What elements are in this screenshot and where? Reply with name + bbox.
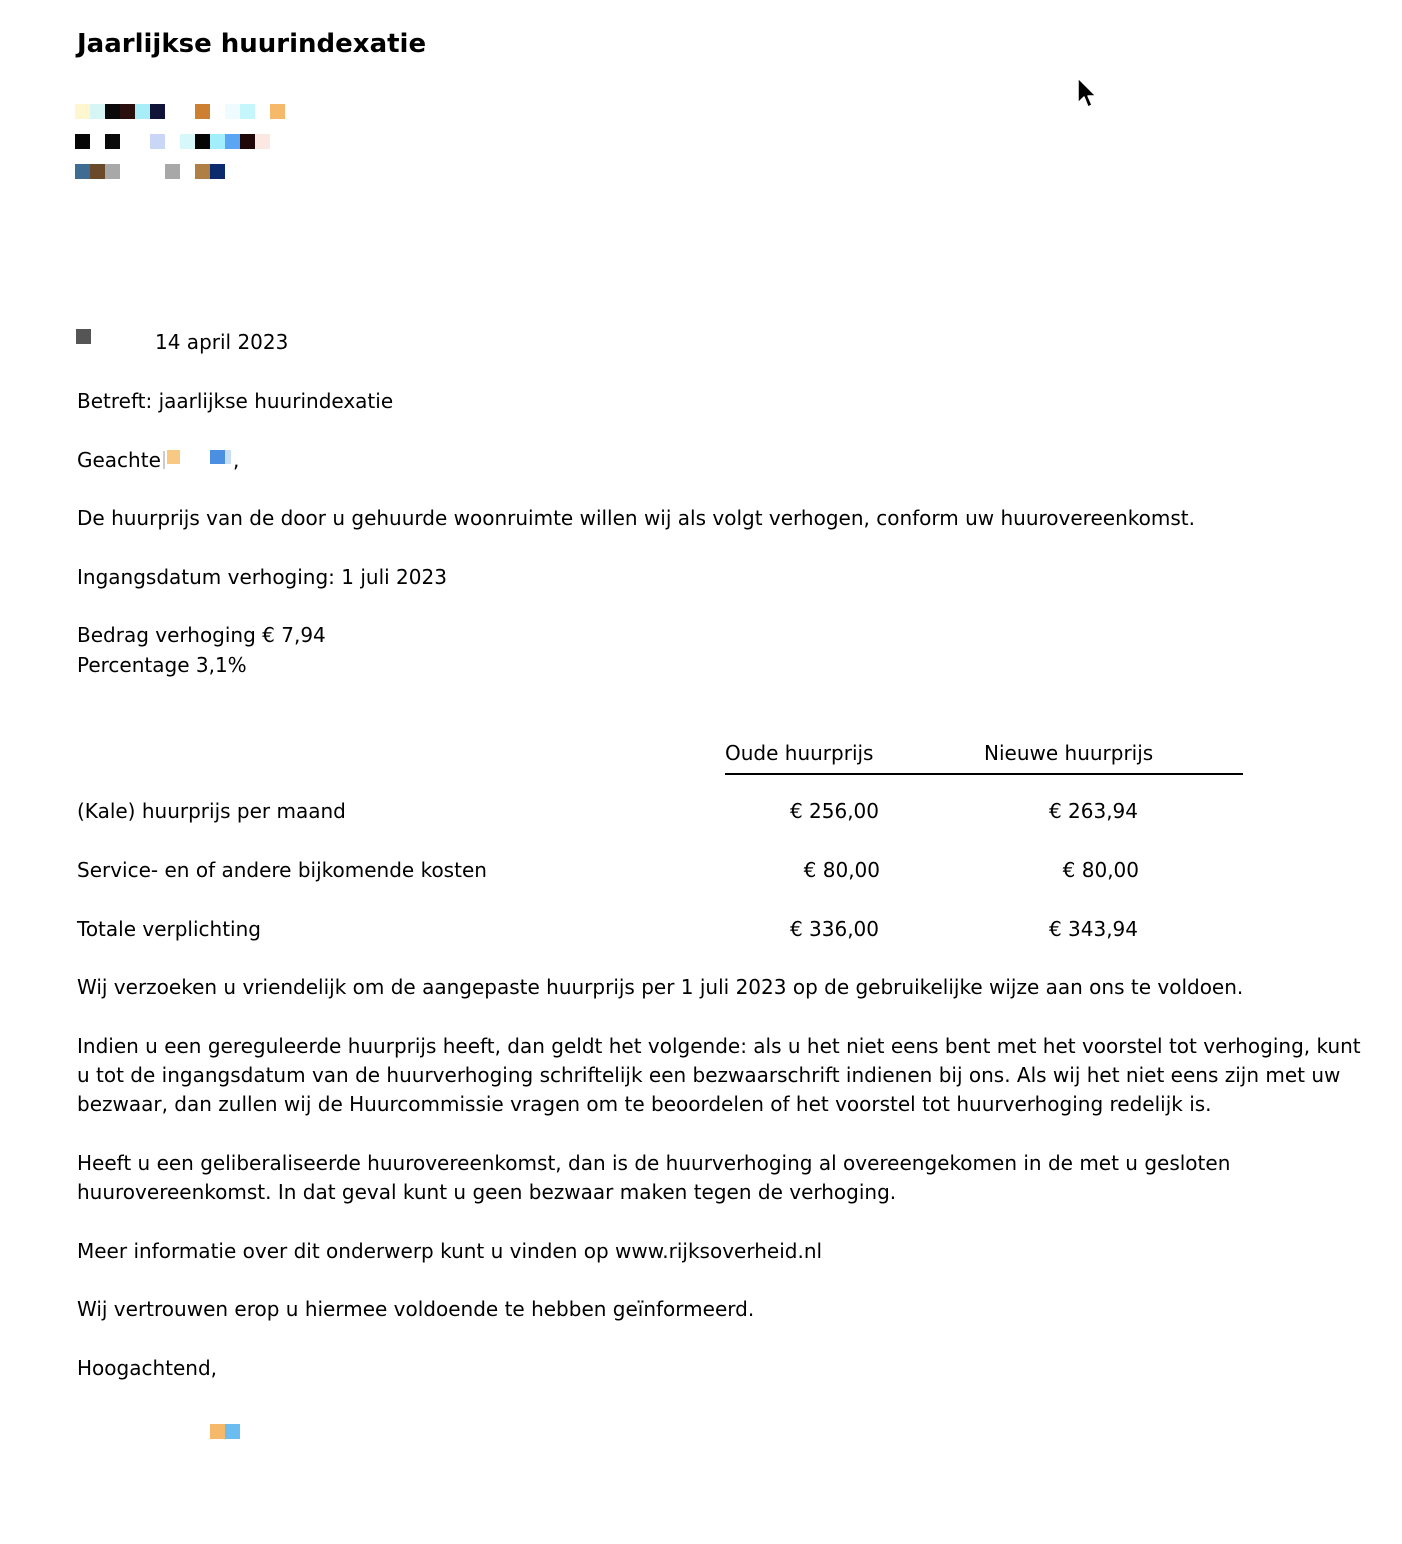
table-header-rule (725, 773, 1243, 775)
effective-date: Ingangsdatum verhoging: 1 juli 2023 (77, 565, 447, 589)
redacted-place (76, 329, 91, 344)
salutation-prefix: Geachte (77, 448, 161, 472)
intro-text: De huurprijs van de door u gehuurde woonruimte willen wij als volgt verhogen, conform uw huurovereenkomst. (77, 506, 1195, 530)
row-new-value: € 263,94 (1048, 799, 1138, 823)
letter-subject: Betreft: jaarlijkse huurindexatie (77, 389, 394, 413)
salutation (77, 446, 161, 475)
salutation-suffix: , (233, 448, 240, 472)
row-old-value: € 336,00 (789, 917, 879, 941)
row-old-value: € 256,00 (789, 799, 879, 823)
row-label: (Kale) huurprijs per maand (77, 799, 346, 823)
row-label: Service- en of andere bijkomende kosten (77, 858, 487, 882)
row-label: Totale verplichting (77, 917, 261, 941)
increase-percentage: Percentage 3,1% (77, 653, 247, 677)
payment-paragraph: Wij verzoeken u vriendelijk om de aangepaste huurprijs per 1 juli 2023 op de gebruikelijke wijze aan ons te voldoen. (77, 975, 1244, 999)
regulated-paragraph: Indien u een gereguleerde huurprijs heeft, dan geldt het volgende: als u het niet eens bent met het voorstel tot verhoging, kunt u tot de ingangsdatum van de huurverhoging schriftelijk een bezwaarschrift indienen bij ons. Als wij het niet eens zijn met uw bezwaar, dan zullen wij de Huurcommissie vragen om te beoordelen of het voorstel tot huurverhoging redelijk is. (77, 1034, 1361, 1116)
closing: Hoogachtend, (77, 1356, 218, 1380)
row-old-value: € 80,00 (803, 858, 880, 882)
mouse-pointer-icon (1075, 76, 1099, 112)
col-header-old: Oude huurprijs (725, 741, 874, 765)
document-title: Jaarlijkse huurindexatie (77, 29, 427, 59)
redacted-name-b (210, 450, 225, 464)
letter-date: 14 april 2023 (155, 330, 289, 354)
redacted-name-a (167, 450, 180, 464)
increase-amount: Bedrag verhoging € 7,94 (77, 623, 326, 647)
row-new-value: € 343,94 (1048, 917, 1138, 941)
col-header-new: Nieuwe huurprijs (984, 741, 1154, 765)
redacted-name-edge (163, 451, 165, 469)
liberalised-paragraph: Heeft u een geliberaliseerde huurovereenkomst, dan is de huurverhoging al overeengekomen in de met u gesloten huurovereenkomst. In dat geval kunt u geen bezwaar maken tegen de verhoging. (77, 1151, 1231, 1204)
info-paragraph: Meer informatie over dit onderwerp kunt u vinden op www.rijksoverheid.nl (77, 1239, 823, 1263)
redacted-name-c (225, 450, 231, 464)
row-new-value: € 80,00 (1062, 858, 1139, 882)
trust-paragraph: Wij vertrouwen erop u hiermee voldoende te hebben geïnformeerd. (77, 1297, 755, 1321)
